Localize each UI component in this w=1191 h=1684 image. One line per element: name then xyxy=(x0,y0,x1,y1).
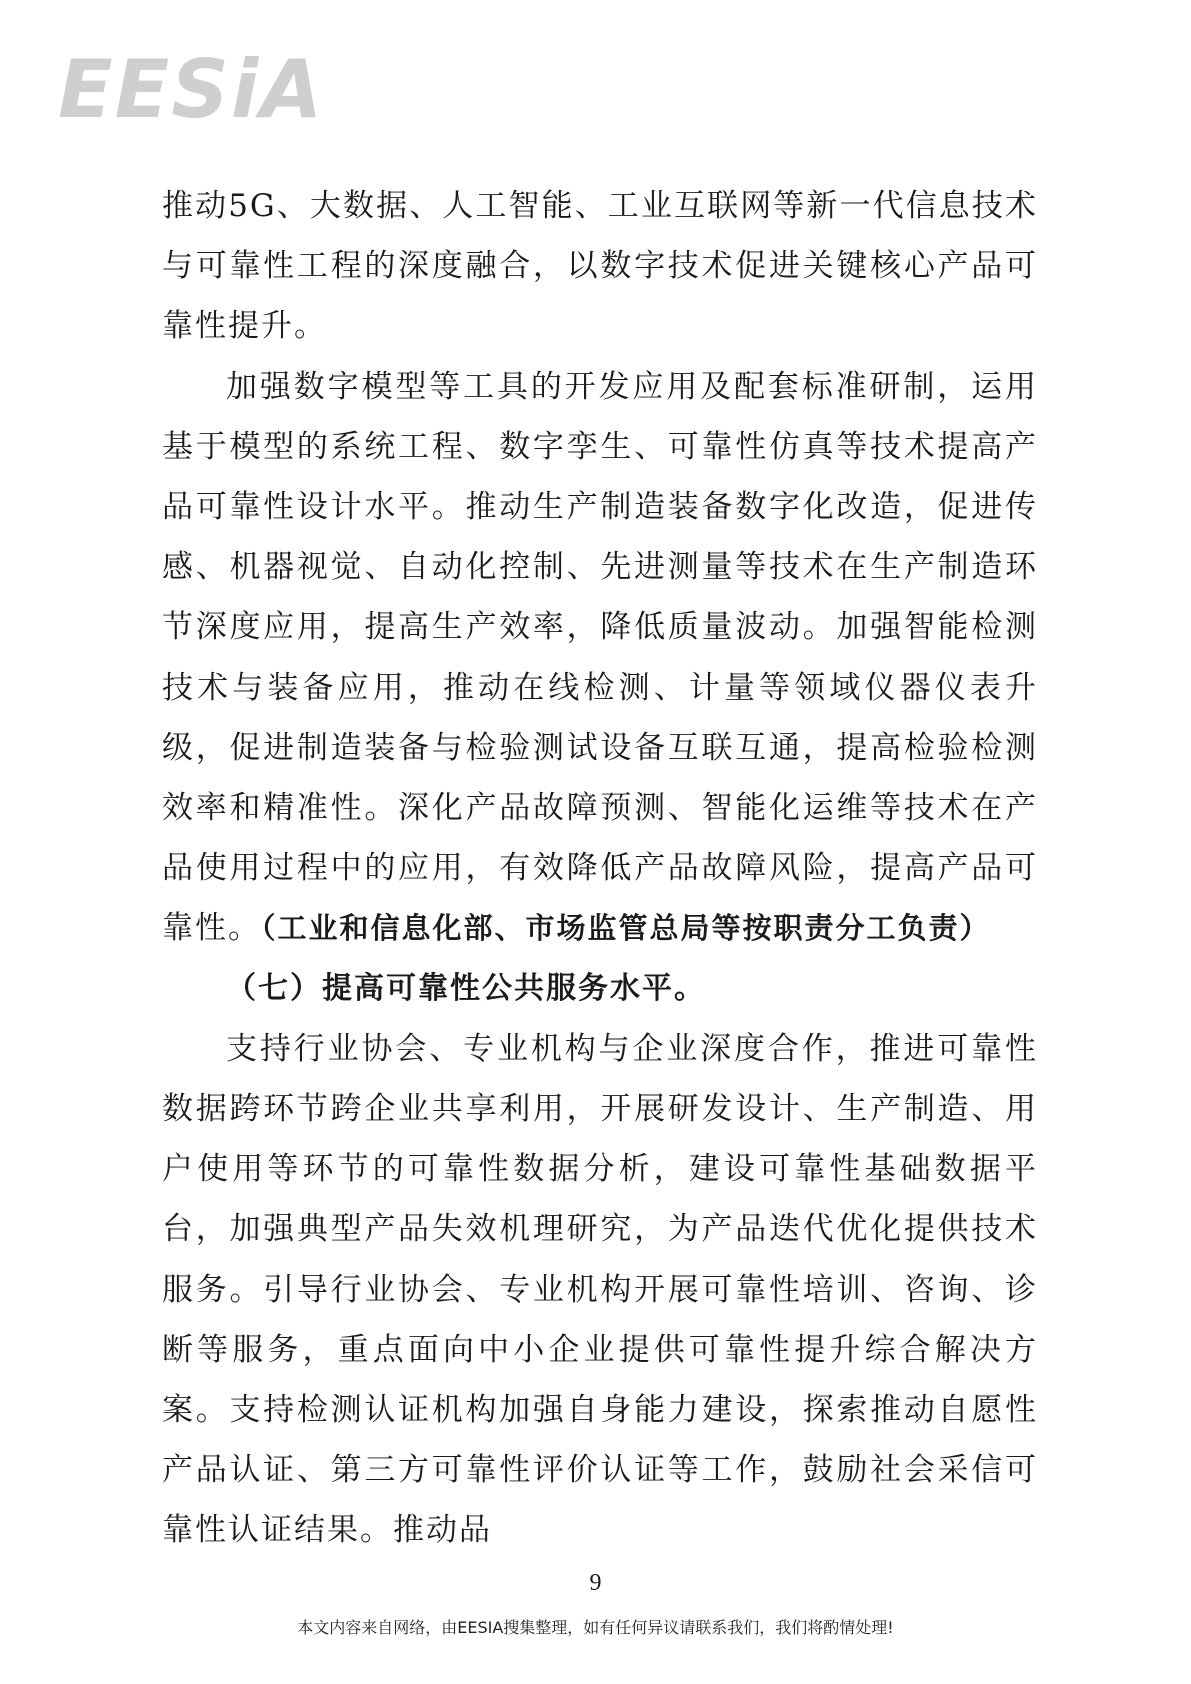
section-heading: （七）提高可靠性公共服务水平。 xyxy=(226,970,706,1006)
paragraph-3: 支持行业协会、专业机构与企业深度合作，推进可靠性数据跨环节跨企业共享利用，开展研发设计、生产制造、用户使用等环节的可靠性数据分析，建设可靠性基础数据平台，加强典型产品失效机理研究，为产品迭代优化提供技术服务。引导行业协会、专业机构开展可靠性培训、咨询、诊断等服务，重点面向中小企业提供可靠性提升综合解决方案。支持检测认证机构加强自身能力建设，探索推动自愿性产品认证、第三方可靠性评价认证等工作，鼓励社会采信可靠性认证结果。推动品 xyxy=(162,1030,1038,1549)
paragraph-2 xyxy=(162,357,1038,959)
page-number: 9 xyxy=(589,1570,602,1596)
footer-note: 本文内容来自网络，由EESIA搜集整理，如有任何异议请联系我们，我们将酌情处理! xyxy=(297,1618,894,1637)
paragraph-1: 推动5G、大数据、人工智能、工业互联网等新一代信息技术与可靠性工程的深度融合，以数字技术促进关键核心产品可靠性提升。 xyxy=(162,188,1038,345)
responsible-departments: （工业和信息化部、市场监管总局等按职责分工负责） xyxy=(261,911,991,946)
paragraph-2-text: 加强数字模型等工具的开发应用及配套标准研制，运用基于模型的系统工程、数字孪生、可靠性仿真等技术提高产品可靠性设计水平。推动生产制造装备数字化改造，促进传感、机器视觉、自动化控制、先进测量等技术在生产制造环节深度应用，提高生产效率，降低质量波动。加强智能检测技术与装备应用，推动在线检测、计量等领域仪器仪表升级，促进制造装备与检验测试设备互联互通，提高检验检测效率和精准性。深化产品故障预测、智能化运维等技术在产品使用过程中的应用，有效降低产品故障风险，提高产品可靠性。 xyxy=(162,368,1038,947)
eesia-logo: EESiA xyxy=(58,43,325,136)
document-body xyxy=(162,176,1038,1561)
